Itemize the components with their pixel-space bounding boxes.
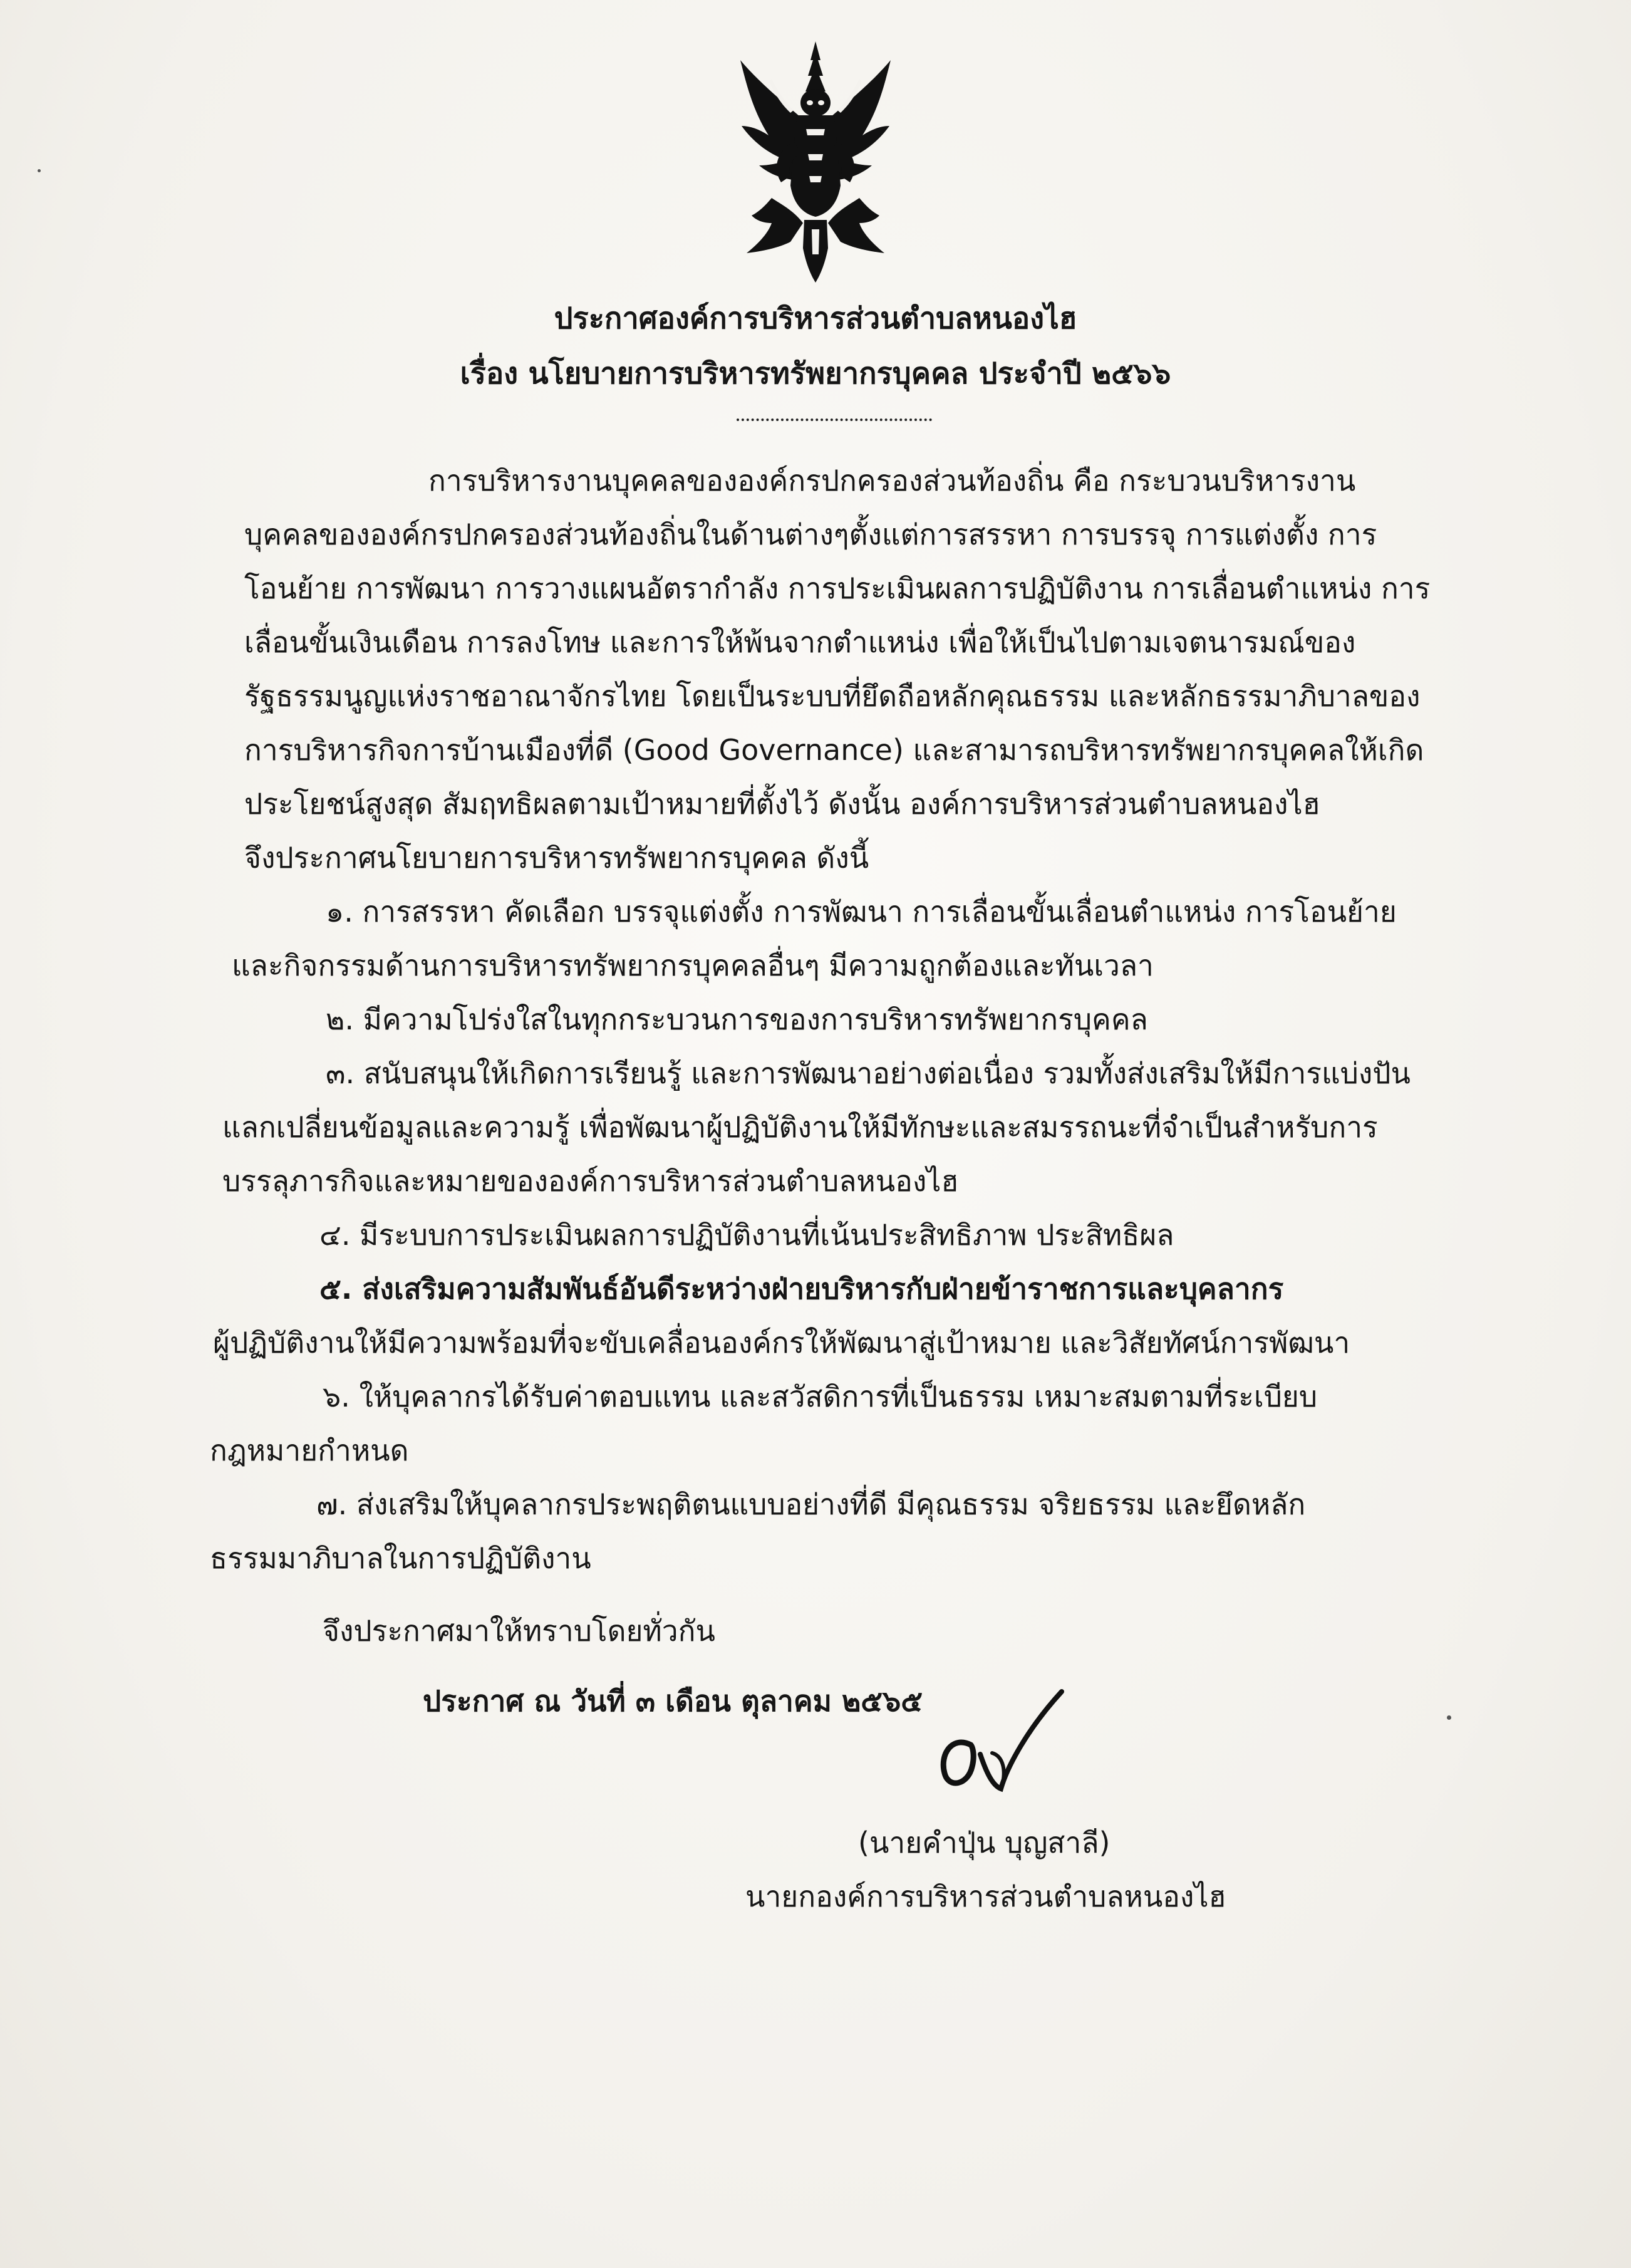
- policy-item-5: ๕. ส่งเสริมความสัมพันธ์อันดีระหว่างฝ่ายบริหารกับฝ่ายข้าราชการและบุคลากร: [319, 1272, 1284, 1306]
- scan-speck: [38, 169, 41, 172]
- policy-item-7-cont: ธรรมมาภิบาลในการปฏิบัติงาน: [210, 1541, 591, 1575]
- intro-line: จึงประกาศนโยบายการบริหารทรัพยากรบุคคล ดังนี้: [244, 841, 869, 875]
- signatory-position: นายกองค์การบริหารส่วนตำบลหนองไฮ: [745, 1880, 1226, 1913]
- intro-line: รัฐธรรมนูญแห่งราชอาณาจักรไทย โดยเป็นระบบที่ยึดถือหลักคุณธรรม และหลักธรรมาภิบาลของ: [244, 679, 1421, 713]
- title-separator: [737, 419, 932, 421]
- policy-item-1: ๑. การสรรหา คัดเลือก บรรจุแต่งตั้ง การพัฒนา การเลื่อนขั้นเลื่อนตำแหน่ง การโอนย้าย: [326, 895, 1397, 929]
- policy-item-4: ๔. มีระบบการประเมินผลการปฏิบัติงานที่เน้นประสิทธิภาพ ประสิทธิผล: [319, 1218, 1174, 1252]
- garuda-emblem-icon: [734, 41, 897, 283]
- intro-line: การบริหารงานบุคคลขององค์กรปกครองส่วนท้องถิ่น คือ กระบวนบริหารงาน: [428, 464, 1356, 497]
- policy-item-6: ๖. ให้บุคลากรได้รับค่าตอบแทน และสวัสดิการที่เป็นธรรม เหมาะสมตามที่ระเบียบ: [323, 1380, 1318, 1413]
- intro-line: การบริหารกิจการบ้านเมืองที่ดี (Good Governance) และสามารถบริหารทรัพยากรบุคคลให้เกิด: [244, 733, 1424, 767]
- intro-line: บุคคลขององค์กรปกครองส่วนท้องถิ่นในด้านต่างๆตั้งแต่การสรรหา การบรรจุ การแต่งตั้ง การ: [244, 518, 1377, 551]
- announcement-date: ประกาศ ณ วันที่ ๓ เดือน ตุลาคม ๒๕๖๕: [423, 1684, 923, 1718]
- signatory-name: (นายคำปุ่น บุญสาลี): [858, 1826, 1111, 1860]
- closing-statement: จึงประกาศมาให้ทราบโดยทั่วกัน: [323, 1614, 715, 1648]
- policy-item-1-cont: และกิจกรรมด้านการบริหารทรัพยากรบุคคลอื่นๆ มีความถูกต้องและทันเวลา: [232, 949, 1154, 982]
- policy-item-7: ๗. ส่งเสริมให้บุคลากรประพฤติตนแบบอย่างที่ดี มีคุณธรรม จริยธรรม และยึดหลัก: [316, 1487, 1306, 1521]
- policy-item-2: ๒. มีความโปร่งใสในทุกกระบวนการของการบริหารทรัพยากรบุคคล: [326, 1002, 1148, 1036]
- announcement-title: ประกาศองค์การบริหารส่วนตำบลหนองไฮ: [554, 301, 1077, 336]
- policy-item-3: ๓. สนับสนุนให้เกิดการเรียนรู้ และการพัฒนาอย่างต่อเนื่อง รวมทั้งส่งเสริมให้มีการแบ่งปัน: [326, 1056, 1411, 1090]
- policy-item-3-cont: แลกเปลี่ยนข้อมูลและความรู้ เพื่อพัฒนาผู้ปฏิบัติงานให้มีทักษะและสมรรถนะที่จำเป็นสำหรับการ: [222, 1110, 1378, 1144]
- handwritten-signature-icon: [933, 1685, 1077, 1798]
- policy-item-3-cont: บรรลุภารกิจและหมายขององค์การบริหารส่วนตำบลหนองไฮ: [222, 1164, 959, 1198]
- intro-line: เลื่อนขั้นเงินเดือน การลงโทษ และการให้พ้นจากตำแหน่ง เพื่อให้เป็นไปตามเจตนารมณ์ของ: [244, 625, 1356, 659]
- intro-line: โอนย้าย การพัฒนา การวางแผนอัตรากำลัง การประเมินผลการปฏิบัติงาน การเลื่อนตำแหน่ง การ: [244, 571, 1431, 605]
- intro-line: ประโยชน์สูงสุด สัมฤทธิผลตามเป้าหมายที่ตั้งไว้ ดังนั้น องค์การบริหารส่วนตำบลหนองไฮ: [244, 787, 1320, 821]
- policy-item-6-cont: กฎหมายกำหนด: [210, 1433, 409, 1467]
- announcement-subject: เรื่อง นโยบายการบริหารทรัพยากรบุคคล ประจำปี ๒๕๖๖: [460, 356, 1171, 391]
- policy-item-5-cont: ผู้ปฏิบัติงานให้มีความพร้อมที่จะขับเคลื่อนองค์กรให้พัฒนาสู่เป้าหมาย และวิสัยทัศน์การพัฒนา: [213, 1326, 1350, 1360]
- scan-speck: [1447, 1715, 1451, 1720]
